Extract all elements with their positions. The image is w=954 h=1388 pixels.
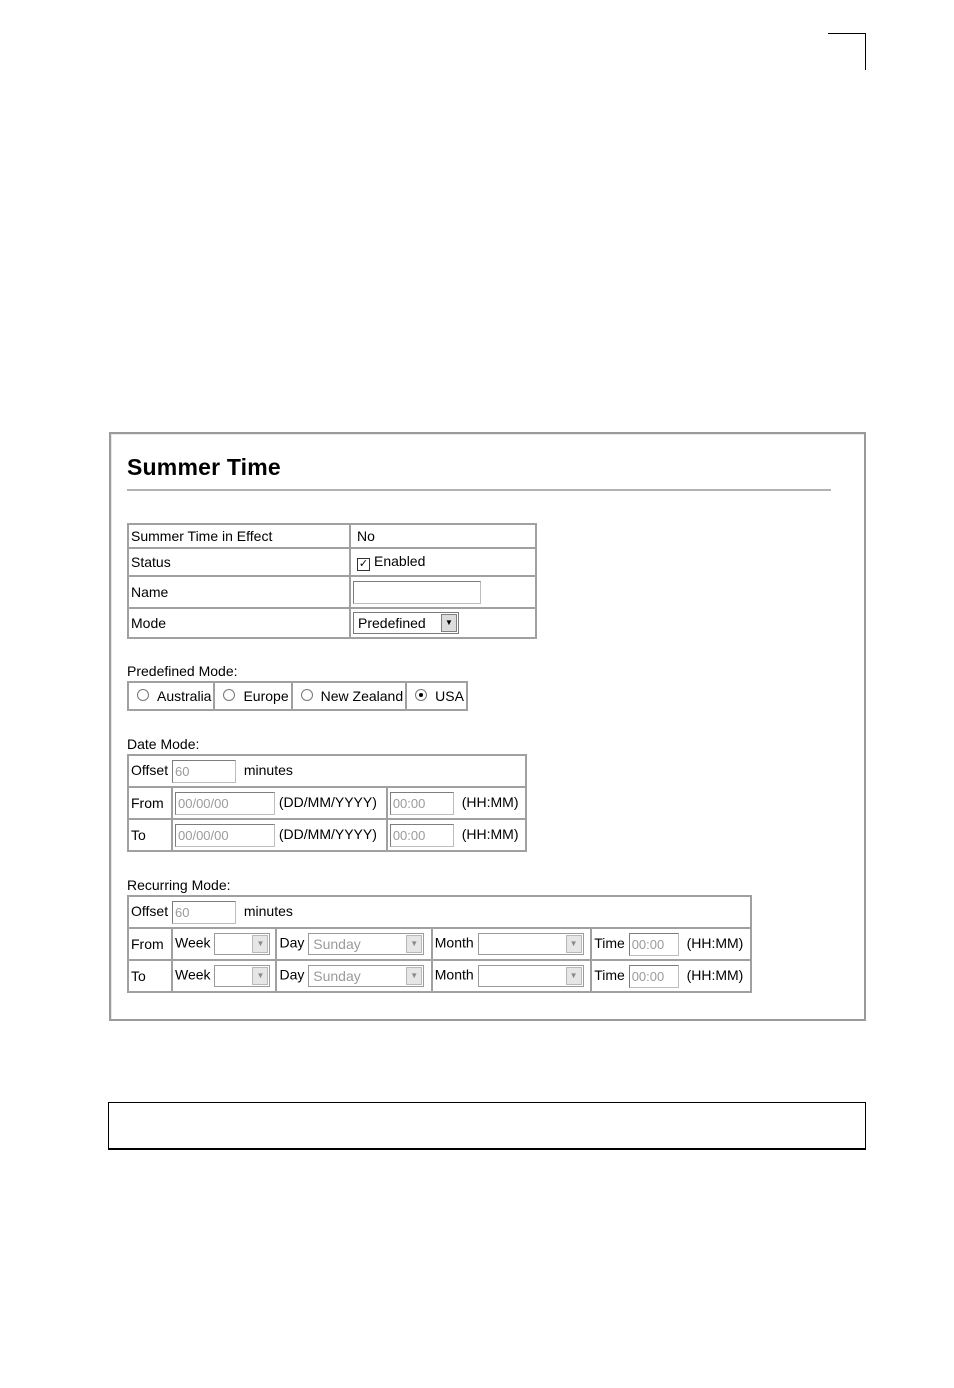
europe-label: Europe (243, 688, 289, 704)
in-effect-label: Summer Time in Effect (128, 524, 350, 548)
date-to-row (128, 819, 526, 851)
predefined-option-new-zealand[interactable] (292, 682, 407, 710)
mode-cell (350, 608, 536, 638)
chevron-down-icon: ▼ (252, 967, 268, 985)
chevron-down-icon: ▼ (566, 967, 582, 985)
recurring-to-day-select[interactable] (308, 965, 424, 987)
date-from-date-input[interactable]: 00/00/00 (175, 792, 275, 815)
recurring-offset-unit: minutes (243, 902, 293, 919)
recurring-to-time-label: Time (594, 966, 625, 983)
date-to-time-cell (387, 819, 526, 851)
date-offset-row (128, 755, 526, 787)
predefined-option-usa[interactable] (406, 682, 467, 710)
recurring-from-week-label: Week (175, 934, 211, 951)
recurring-from-row (128, 928, 751, 960)
mode-select-value: Predefined (358, 615, 426, 631)
recurring-from-time-format: (HH:MM) (686, 934, 744, 951)
radio-new-zealand[interactable] (301, 689, 313, 701)
predefined-option-europe[interactable] (214, 682, 291, 710)
date-from-time-input[interactable]: 00:00 (390, 792, 454, 815)
recurring-to-time-cell (591, 960, 751, 992)
recurring-mode-label: Recurring Mode: (127, 877, 231, 893)
recurring-offset-label: Offset (131, 902, 169, 919)
date-from-row (128, 787, 526, 819)
chevron-down-icon: ▼ (406, 967, 422, 985)
name-row (128, 576, 536, 608)
recurring-to-week-cell (172, 960, 276, 992)
status-row (128, 548, 536, 576)
recurring-to-day-cell (276, 960, 431, 992)
title-divider (127, 489, 831, 491)
recurring-from-day-select[interactable] (308, 933, 424, 955)
status-cell (350, 548, 536, 576)
date-from-label: From (128, 787, 172, 819)
date-offset-input[interactable]: 60 (172, 760, 236, 783)
date-to-time-input[interactable]: 00:00 (390, 824, 454, 847)
general-settings-table (127, 523, 537, 639)
name-cell (350, 576, 536, 608)
recurring-from-day-label: Day (279, 934, 305, 951)
date-from-time-cell (387, 787, 526, 819)
predefined-mode-table (127, 681, 468, 711)
recurring-from-month-label: Month (434, 934, 474, 951)
in-effect-row (128, 524, 536, 548)
recurring-to-time-format: (HH:MM) (686, 966, 744, 983)
chevron-down-icon: ▼ (406, 935, 422, 953)
status-label: Status (128, 548, 350, 576)
recurring-from-label: From (128, 928, 172, 960)
date-mode-label: Date Mode: (127, 736, 200, 752)
empty-note-box (108, 1102, 866, 1150)
name-input[interactable] (353, 581, 481, 604)
date-from-date-format: (DD/MM/YYYY) (278, 793, 377, 810)
name-label: Name (128, 576, 350, 608)
recurring-from-week-cell (172, 928, 276, 960)
recurring-from-day-cell (276, 928, 431, 960)
recurring-from-month-cell (432, 928, 591, 960)
checkmark-icon: ✓ (358, 558, 369, 570)
predefined-mode-label: Predefined Mode: (127, 663, 238, 679)
recurring-to-day-value: Sunday (313, 968, 361, 984)
mode-select[interactable] (353, 612, 459, 634)
radio-australia[interactable] (137, 689, 149, 701)
chevron-down-icon: ▼ (252, 935, 268, 953)
radio-usa[interactable] (415, 689, 427, 701)
recurring-from-week-select[interactable] (214, 933, 270, 955)
date-offset-unit: minutes (243, 761, 293, 778)
australia-label: Australia (157, 688, 212, 704)
date-mode-table (127, 754, 527, 852)
mode-row (128, 608, 536, 638)
date-from-cell (172, 787, 387, 819)
recurring-from-time-label: Time (594, 934, 625, 951)
recurring-offset-input[interactable]: 60 (172, 901, 236, 924)
recurring-to-month-select[interactable] (478, 965, 584, 987)
recurring-from-day-value: Sunday (313, 936, 361, 952)
usa-label: USA (435, 688, 464, 704)
status-checkbox[interactable] (357, 553, 374, 569)
recurring-to-time-input[interactable]: 00:00 (629, 965, 679, 988)
in-effect-value (350, 524, 536, 548)
recurring-to-label: To (128, 960, 172, 992)
date-offset-label: Offset (131, 761, 169, 778)
summer-time-panel (109, 432, 866, 1021)
date-from-time-format: (HH:MM) (461, 793, 519, 810)
radio-europe[interactable] (223, 689, 235, 701)
recurring-to-week-select[interactable] (214, 965, 270, 987)
chevron-down-icon: ▼ (441, 614, 457, 632)
recurring-from-time-input[interactable]: 00:00 (629, 933, 679, 956)
recurring-to-month-cell (432, 960, 591, 992)
date-to-date-input[interactable]: 00/00/00 (175, 824, 275, 847)
recurring-from-time-cell (591, 928, 751, 960)
recurring-offset-cell (128, 896, 751, 928)
predefined-mode-row (128, 682, 467, 710)
page-corner-mark-vertical (865, 33, 866, 70)
chevron-down-icon: ▼ (566, 935, 582, 953)
page-corner-mark (828, 33, 866, 34)
new-zealand-label: New Zealand (320, 688, 404, 704)
date-to-date-format: (DD/MM/YYYY) (278, 825, 377, 842)
recurring-to-month-label: Month (434, 966, 474, 983)
recurring-to-row (128, 960, 751, 992)
recurring-to-day-label: Day (279, 966, 305, 983)
date-offset-cell (128, 755, 526, 787)
date-to-label: To (128, 819, 172, 851)
page-title: Summer Time (127, 454, 281, 480)
mode-label: Mode (128, 608, 350, 638)
date-to-time-format: (HH:MM) (461, 825, 519, 842)
recurring-to-week-label: Week (175, 966, 211, 983)
recurring-offset-row (128, 896, 751, 928)
recurring-mode-table (127, 895, 752, 993)
recurring-from-month-select[interactable] (478, 933, 584, 955)
predefined-option-australia[interactable] (128, 682, 214, 710)
in-effect-value-text: No (357, 528, 375, 544)
status-checkbox-label: Enabled (374, 553, 426, 569)
date-to-cell (172, 819, 387, 851)
